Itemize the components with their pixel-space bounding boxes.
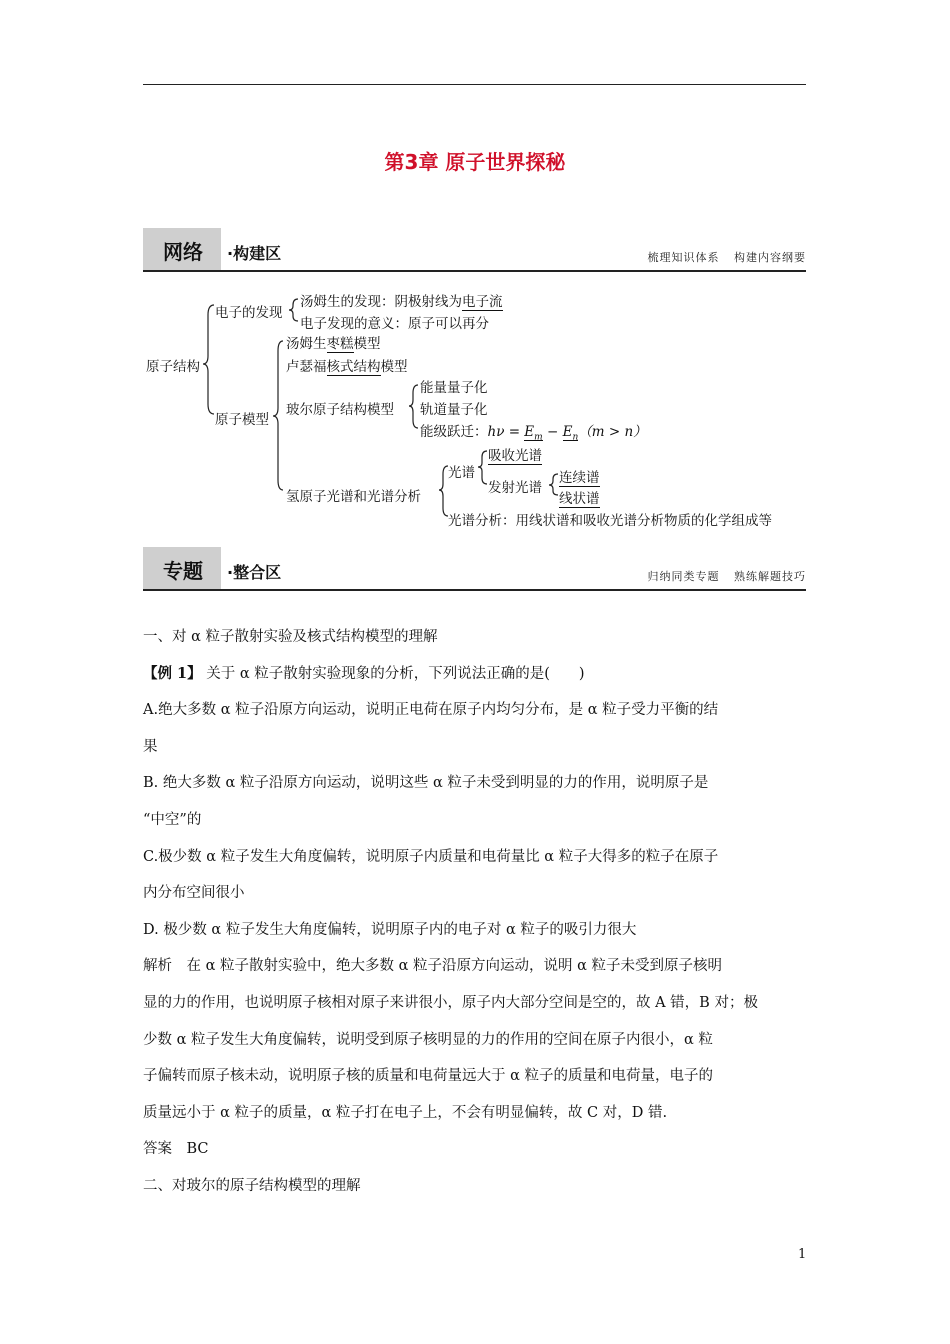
solution-line1: 解析 在 α 粒子散射实验中，绝大多数 α 粒子沿原方向运动，说明 α 粒子未受到原子核明 bbox=[143, 958, 723, 975]
brace-spectrum bbox=[478, 451, 487, 484]
heading-2: 二、对玻尔的原子结构模型的理解 bbox=[143, 1177, 361, 1194]
section-label: 网络 bbox=[163, 240, 203, 264]
section-label-box bbox=[143, 547, 221, 589]
brace-emission bbox=[549, 474, 558, 495]
mindmap-energy-quantization: 能量量子化 bbox=[420, 380, 488, 396]
answer-line: 答案 BC bbox=[143, 1141, 209, 1158]
mindmap-continuous-spectrum: 连续谱 bbox=[559, 470, 600, 486]
chapter-title: 第3章 原子世界探秘 bbox=[384, 150, 566, 174]
section-tagline: 梳理知识体系 构建内容纲要 bbox=[647, 251, 806, 264]
mindmap-discovery-meaning: 电子发现的意义：原子可以再分 bbox=[300, 316, 489, 332]
mindmap-emission-spectrum: 发射光谱 bbox=[488, 480, 542, 496]
brace-electron bbox=[289, 299, 298, 321]
mindmap-level-transition: 能级跃迁：$h\nu = E_m - E_n(m > n)$ bbox=[420, 424, 647, 443]
section-label: 专题 bbox=[163, 559, 203, 583]
mindmap-electron-discovery: 电子的发现 bbox=[215, 305, 283, 321]
brace-hydrogen bbox=[439, 466, 448, 516]
section-sublabel: ·构建区 bbox=[227, 244, 282, 263]
section-sublabel: ·整合区 bbox=[227, 563, 282, 582]
mindmap-orbit-quantization: 轨道量子化 bbox=[420, 402, 488, 418]
mindmap-atom-model: 原子模型 bbox=[215, 412, 269, 428]
option-a-line2: 果 bbox=[143, 738, 158, 755]
option-a-line1: A.绝大多数 α 粒子沿原方向运动，说明正电荷在原子内均匀分布，是 α 粒子受力平衡的结 bbox=[143, 702, 719, 719]
example-question: 【例 1】 关于 α 粒子散射实验现象的分析，下列说法正确的是( ) bbox=[143, 664, 585, 682]
mindmap-spectral-analysis: 光谱分析：用线状谱和吸收光谱分析物质的化学组成等 bbox=[448, 513, 772, 529]
option-b-line1: B. 绝大多数 α 粒子沿原方向运动，说明这些 α 粒子未受到明显的力的作用，说明原子是 bbox=[143, 775, 709, 792]
mindmap-bohr-model: 玻尔原子结构模型 bbox=[286, 402, 394, 418]
mindmap-line-spectrum: 线状谱 bbox=[559, 491, 600, 507]
section-rule bbox=[143, 589, 806, 591]
option-c-line1: C.极少数 α 粒子发生大角度偏转，说明原子内质量和电荷量比 α 粒子大得多的粒子在原子 bbox=[143, 848, 719, 865]
section-tagline: 归纳同类专题 熟练解题技巧 bbox=[647, 570, 806, 583]
body-text bbox=[143, 619, 809, 1205]
mindmap-spectrum: 光谱 bbox=[448, 465, 475, 481]
brace-root bbox=[203, 305, 214, 414]
page-number: 1 bbox=[798, 1247, 807, 1262]
option-d-line1: D. 极少数 α 粒子发生大角度偏转，说明原子内的电子对 α 粒子的吸引力很大 bbox=[143, 921, 637, 938]
section-header-topics bbox=[143, 547, 806, 591]
brace-model bbox=[273, 341, 283, 490]
example-label: 【例 1】 bbox=[143, 664, 202, 682]
mindmap-absorption-spectrum: 吸收光谱 bbox=[488, 448, 542, 464]
option-b-line2: “中空”的 bbox=[143, 811, 202, 828]
solution-line5: 质量远小于 α 粒子的质量，α 粒子打在电子上，不会有明显偏转，故 C 对，D 错. bbox=[143, 1104, 668, 1121]
mindmap-braces bbox=[0, 0, 950, 560]
mindmap-root: 原子结构 bbox=[146, 359, 200, 375]
mindmap-thomson-discovery: 汤姆生的发现：阴极射线为电子流 bbox=[300, 294, 503, 310]
mindmap-thomson-model: 汤姆生枣糕模型 bbox=[286, 336, 381, 352]
solution-line2: 显的力的作用，也说明原子核相对原子来讲很小，原子内大部分空间是空的，故 A 错，B 对；极 bbox=[143, 994, 758, 1011]
brace-bohr bbox=[409, 385, 418, 428]
solution-line4: 子偏转而原子核未动，说明原子核的质量和电荷量远大于 α 粒子的质量和电荷量，电子的 bbox=[143, 1068, 714, 1085]
option-c-line2: 内分布空间很小 bbox=[143, 885, 245, 902]
solution-line3: 少数 α 粒子发生大角度偏转，说明受到原子核明显的力的作用的空间在原子内很小，α 粒 bbox=[143, 1031, 713, 1048]
mindmap-hydrogen-spectrum: 氢原子光谱和光谱分析 bbox=[286, 489, 421, 505]
mindmap-rutherford-model: 卢瑟福核式结构模型 bbox=[286, 359, 408, 375]
heading-1: 一、对 α 粒子散射实验及核式结构模型的理解 bbox=[143, 629, 438, 645]
transition-formula: $h\nu = E_m - E_n(m > n)$ bbox=[487, 424, 647, 443]
